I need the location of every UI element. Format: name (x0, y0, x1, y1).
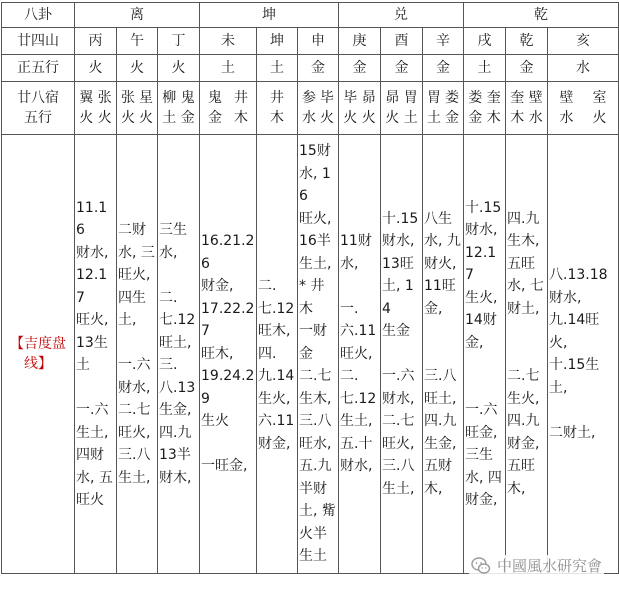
mountain-name: 丁 (158, 28, 200, 55)
mansion-element: 火 (592, 110, 607, 126)
mansion-name: 张 (97, 90, 112, 106)
mansion-name: 奎 (486, 90, 501, 106)
watermark-text: 中國風水研究會 (496, 557, 602, 575)
mansion-element: 土 (162, 110, 177, 126)
mansion-name: 胃 (427, 90, 441, 106)
mansion-name: 毕 (343, 90, 358, 106)
mansion-element: 金 (468, 110, 483, 126)
mountain-name: 辛 (423, 28, 464, 55)
degree-cell (423, 135, 464, 574)
mansion-element: 火 (139, 110, 153, 126)
wechat-icon (471, 556, 491, 576)
degree-text: 四.九 生木, 五旺 水, 七 财土, 二.七 生火, 四.九 财金, 五旺 木, (507, 210, 544, 497)
bagua-group: 乾 (464, 3, 619, 28)
mansion-cell (200, 82, 257, 135)
mountain-element: 土 (257, 55, 298, 82)
mountain-element: 火 (158, 55, 200, 82)
degree-cell (257, 135, 298, 574)
mansion-element: 火 (121, 110, 135, 126)
degree-cell (506, 135, 548, 574)
mansion-cell (381, 82, 423, 135)
degree-text: 八生 水, 九 财火, 11旺 金, 三.八 旺土, 四.九 生金, 五财 木, (424, 210, 461, 497)
mansion-element: 土 (427, 110, 441, 126)
mansion-name: 柳 (162, 90, 177, 106)
bagua-group: 坤 (200, 3, 339, 28)
mountain-name: 酉 (381, 28, 423, 55)
degree-text: 15财 水, 16 旺火, 16半 生土, * 井木 一财 金 二.七 生木, 三.八 旺水, 五.九 半财 土, 觜 火半 生土 (299, 143, 336, 565)
label-shan: 廿四山 (2, 28, 75, 55)
luopan-table (1, 2, 619, 574)
mansion-name: 壁 (559, 90, 574, 106)
mansion-name: 昴 (361, 90, 376, 106)
mansion-cell (117, 82, 158, 135)
label-wuxing: 正五行 (2, 55, 75, 82)
degree-cell (548, 135, 619, 574)
mountain-name: 庚 (339, 28, 381, 55)
mountain-name: 戌 (464, 28, 506, 55)
label-xiu-line1: 廿八宿 (17, 90, 59, 106)
degree-text: 11.16 财水, 12.17 旺火, 13生 土 一.六 生土, 四财 水, 五 旺火 (76, 199, 113, 508)
mountain-name: 丙 (75, 28, 117, 55)
label-xiu-line2: 五行 (24, 110, 52, 126)
degree-text: 二. 七.12 旺木, 四. 九.14 生火, 六.11 财金, (258, 278, 295, 452)
mansion-name: 毕 (320, 90, 334, 106)
degree-text: 十.15 财水, 13旺 土, 14 生金 一.六 财水, 二.七 旺火, 三.八 生土, (382, 210, 419, 497)
mansion-element: 土 (403, 110, 418, 126)
mansion-name: 娄 (445, 90, 459, 106)
mansion-name: 翼 (79, 90, 94, 106)
degree-cell (339, 135, 381, 574)
degree-text: 八.13.18 财水, 九.14旺 火, 十.15生 土, 二财土, (549, 267, 608, 441)
mansion-element: 火 (79, 110, 94, 126)
mansion-element: 木 (510, 110, 525, 126)
degree-text: 三生 水, 二. 七.12 旺土, 三. 八.13 生金, 四.九 13半 财木, (159, 222, 196, 486)
mansion-cell (75, 82, 117, 135)
mountain-name: 亥 (548, 28, 619, 55)
mansion-name: 星 (139, 90, 153, 106)
mountain-name: 未 (200, 28, 257, 55)
degree-text: 二财 水, 三 旺火, 四生 土, 一.六 财水, 二.七 旺火, 三.八 生土, (118, 222, 155, 486)
mansion-cell (158, 82, 200, 135)
mansion-name: 奎 (510, 90, 525, 106)
degree-cell (75, 135, 117, 574)
mansion-cell (506, 82, 548, 135)
mansion-cell (423, 82, 464, 135)
mansion-element: 水 (528, 110, 543, 126)
mansion-element: 木 (486, 110, 501, 126)
bagua-group: 兑 (339, 3, 464, 28)
mountain-element: 土 (464, 55, 506, 82)
mountain-name: 申 (298, 28, 339, 55)
mansion-name: 张 (121, 90, 135, 106)
degree-text: 十.15 财水, 12.17 生火, 14财 金, 一.六 旺金, 三生 水, 四 财金, (465, 199, 502, 508)
mountain-element: 火 (117, 55, 158, 82)
mansion-name: 娄 (468, 90, 483, 106)
mansion-cell (548, 82, 619, 135)
degree-cell (158, 135, 200, 574)
mansion-element: 木 (270, 110, 284, 126)
degree-cell (464, 135, 506, 574)
mountain-element: 金 (423, 55, 464, 82)
degree-cell (200, 135, 257, 574)
label-body: 【吉度盘线】 (2, 135, 75, 574)
mansion-name: 壁 (528, 90, 543, 106)
mansion-name: 鬼 (208, 90, 222, 106)
mansion-name: 鬼 (180, 90, 195, 106)
mountain-name: 坤 (257, 28, 298, 55)
bagua-group: 离 (75, 3, 200, 28)
degree-cell (117, 135, 158, 574)
mansion-name: 井 (270, 90, 284, 106)
mansion-element: 木 (234, 110, 248, 126)
mansion-element: 金 (208, 110, 222, 126)
mansion-element: 水 (302, 110, 316, 126)
mansion-element: 火 (320, 110, 334, 126)
mansion-element: 火 (343, 110, 358, 126)
mountain-element: 金 (339, 55, 381, 82)
mansion-element: 水 (559, 110, 574, 126)
mansion-name: 胃 (403, 90, 418, 106)
page (1, 2, 618, 594)
mansion-cell (464, 82, 506, 135)
mansion-element: 金 (180, 110, 195, 126)
mountain-element: 金 (298, 55, 339, 82)
label-bagua: 八卦 (2, 3, 75, 28)
mansion-name: 昴 (385, 90, 400, 106)
mansion-cell (298, 82, 339, 135)
degree-text: 16.21.26 财金, 17.22.27 旺木, 19.24.29 生火 一旺金, (201, 233, 255, 475)
degree-text: 11财 水, 一. 六.11 旺火, 二. 七.12 生土, 五.十 财水, (340, 233, 377, 475)
mansion-cell (339, 82, 381, 135)
mountain-name: 乾 (506, 28, 548, 55)
mountain-name: 午 (117, 28, 158, 55)
mountain-element: 水 (548, 55, 619, 82)
degree-cell (298, 135, 339, 574)
watermark (469, 555, 604, 576)
mansion-name: 井 (234, 90, 248, 106)
mansion-element: 火 (361, 110, 376, 126)
mansion-element: 火 (385, 110, 400, 126)
mansion-element: 火 (97, 110, 112, 126)
mountain-element: 金 (381, 55, 423, 82)
mountain-element: 火 (75, 55, 117, 82)
mansion-name: 参 (302, 90, 316, 106)
mountain-element: 金 (506, 55, 548, 82)
mansion-element: 金 (445, 110, 459, 126)
mansion-cell (257, 82, 298, 135)
degree-cell (381, 135, 423, 574)
mountain-element: 土 (200, 55, 257, 82)
mansion-name: 室 (592, 90, 607, 106)
label-xiu (2, 82, 75, 135)
